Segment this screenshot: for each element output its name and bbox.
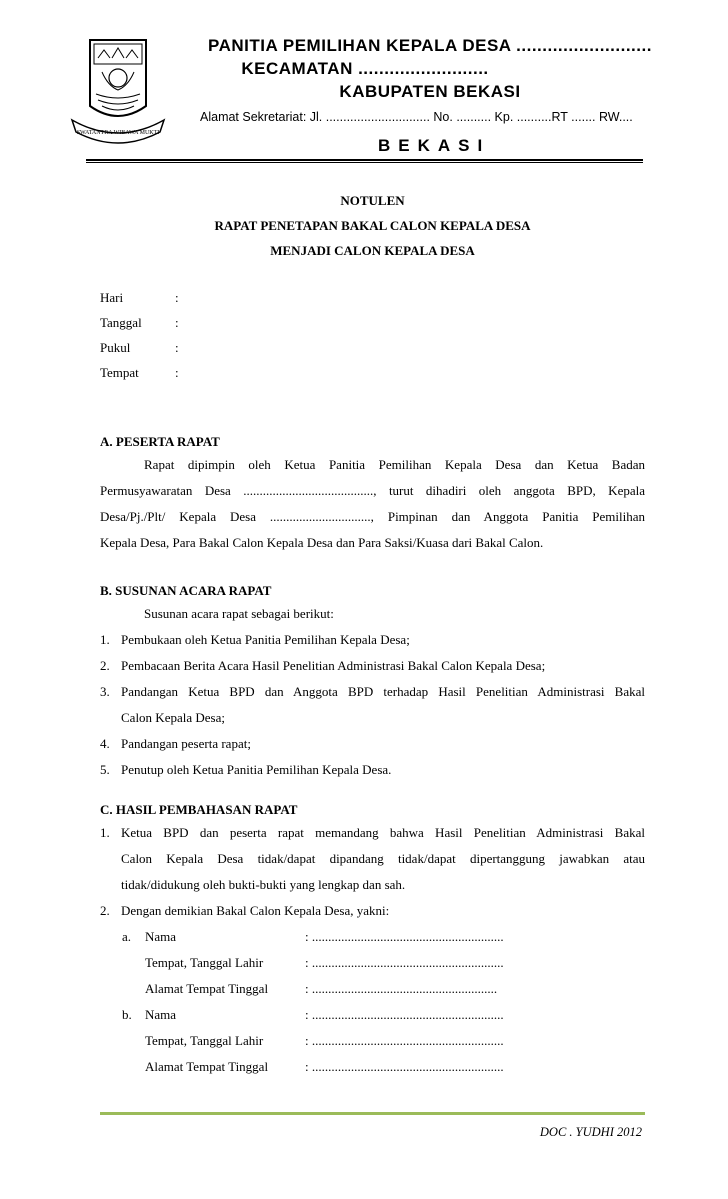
info-label-tempat: Tempat	[100, 365, 139, 380]
header-rule	[86, 159, 643, 161]
candidate-field-value: : ...........................................................	[305, 1059, 504, 1074]
city-name: BEKASI	[378, 136, 491, 155]
candidate-field-label: Tempat, Tanggal Lahir	[145, 955, 264, 970]
secretariat-address: Alamat Sekretariat: Jl. .............................. No. .......... Kp. ..........RT ....... RW....	[200, 110, 633, 124]
list-text: tidak/didukung oleh bukti-bukti yang lengkap dan sah.	[121, 877, 406, 892]
section-b-heading: B. SUSUNAN ACARA RAPAT	[100, 583, 272, 598]
info-label-tanggal: Tanggal	[100, 315, 142, 330]
district-title: KECAMATAN .........................	[241, 59, 489, 78]
list-number: 5.	[100, 762, 110, 777]
list-number: 1.	[100, 632, 110, 647]
doc-subtitle: RAPAT PENETAPAN BAKAL CALON KEPALA DESA	[214, 218, 531, 233]
candidate-field-value: : ...........................................................	[305, 929, 504, 944]
list-text: Pandangan Ketua BPD dan Anggota BPD terhadap Hasil Penelitian Administrasi Bakal	[121, 684, 645, 699]
candidate-field-value: : ...........................................................	[305, 955, 504, 970]
candidate-field-label: Nama	[145, 1007, 177, 1022]
info-label-pukul: Pukul	[100, 340, 131, 355]
candidate-letter: a.	[122, 929, 132, 944]
paragraph-line: Rapat dipimpin oleh Ketua Panitia Pemilihan Kepala Desa dan Ketua Badan	[144, 457, 645, 472]
info-colon: :	[175, 340, 179, 355]
info-colon: :	[175, 290, 179, 305]
section-a-heading: A. PESERTA RAPAT	[100, 434, 220, 449]
list-text: Ketua BPD dan peserta rapat memandang bahwa Hasil Penelitian Administrasi Bakal	[121, 825, 645, 840]
list-text: Calon Kepala Desa tidak/dapat dipandang tidak/dapat dipertanggung jawabkan atau	[121, 851, 645, 866]
section-c-heading: C. HASIL PEMBAHASAN RAPAT	[100, 802, 298, 817]
paragraph-line: Desa/Pj./Plt/ Kepala Desa ..............................., Pimpinan dan Anggota Panitia Pemilihan	[100, 509, 645, 524]
list-text: Calon Kepala Desa;	[121, 710, 225, 725]
regency-title: KABUPATEN BEKASI	[339, 82, 521, 101]
footer-rule	[100, 1112, 645, 1115]
info-colon: :	[175, 315, 179, 330]
list-number: 2.	[100, 658, 110, 673]
list-number: 2.	[100, 903, 110, 918]
candidate-field-label: Alamat Tempat Tinggal	[145, 1059, 269, 1074]
list-text: Dengan demikian Bakal Calon Kepala Desa, yakni:	[121, 903, 390, 918]
candidate-field-value: : .........................................................	[305, 981, 498, 996]
paragraph-line: Kepala Desa, Para Bakal Calon Kepala Desa dan Para Saksi/Kuasa dari Bakal Calon.	[100, 535, 544, 550]
info-colon: :	[175, 365, 179, 380]
candidate-letter: b.	[122, 1007, 132, 1022]
candidate-field-value: : ...........................................................	[305, 1033, 504, 1048]
header-rule-thin	[86, 162, 643, 163]
committee-title: PANITIA PEMILIHAN KEPALA DESA ..........................	[208, 36, 652, 55]
info-label-hari: Hari	[100, 290, 124, 305]
candidate-field-label: Tempat, Tanggal Lahir	[145, 1033, 264, 1048]
doc-title: NOTULEN	[340, 193, 405, 208]
section-a-paragraph	[100, 452, 645, 556]
candidate-field-label: Nama	[145, 929, 177, 944]
list-text: Penutup oleh Ketua Panitia Pemilihan Kepala Desa.	[121, 762, 392, 777]
doc-subtitle-2: MENJADI CALON KEPALA DESA	[270, 243, 475, 258]
section-b-intro: Susunan acara rapat sebagai berikut:	[144, 606, 334, 621]
list-number: 4.	[100, 736, 110, 751]
paragraph-line: Permusyawaratan Desa ........................................, turut dihadiri oleh anggota BPD, Kepala	[100, 483, 645, 498]
footer-text: DOC . YUDHI 2012	[539, 1125, 642, 1139]
candidate-field-label: Alamat Tempat Tinggal	[145, 981, 269, 996]
candidate-field-value: : ...........................................................	[305, 1007, 504, 1022]
list-text: Pandangan peserta rapat;	[121, 736, 251, 751]
list-text: Pembacaan Berita Acara Hasil Penelitian Administrasi Bakal Calon Kepala Desa;	[121, 658, 546, 673]
list-number: 3.	[100, 684, 110, 699]
logo-motto: SWATANTRA WIBAWA MUKTI	[76, 130, 160, 136]
regency-logo	[68, 28, 168, 153]
list-number: 1.	[100, 825, 110, 840]
list-text: Pembukaan oleh Ketua Panitia Pemilihan Kepala Desa;	[121, 632, 410, 647]
